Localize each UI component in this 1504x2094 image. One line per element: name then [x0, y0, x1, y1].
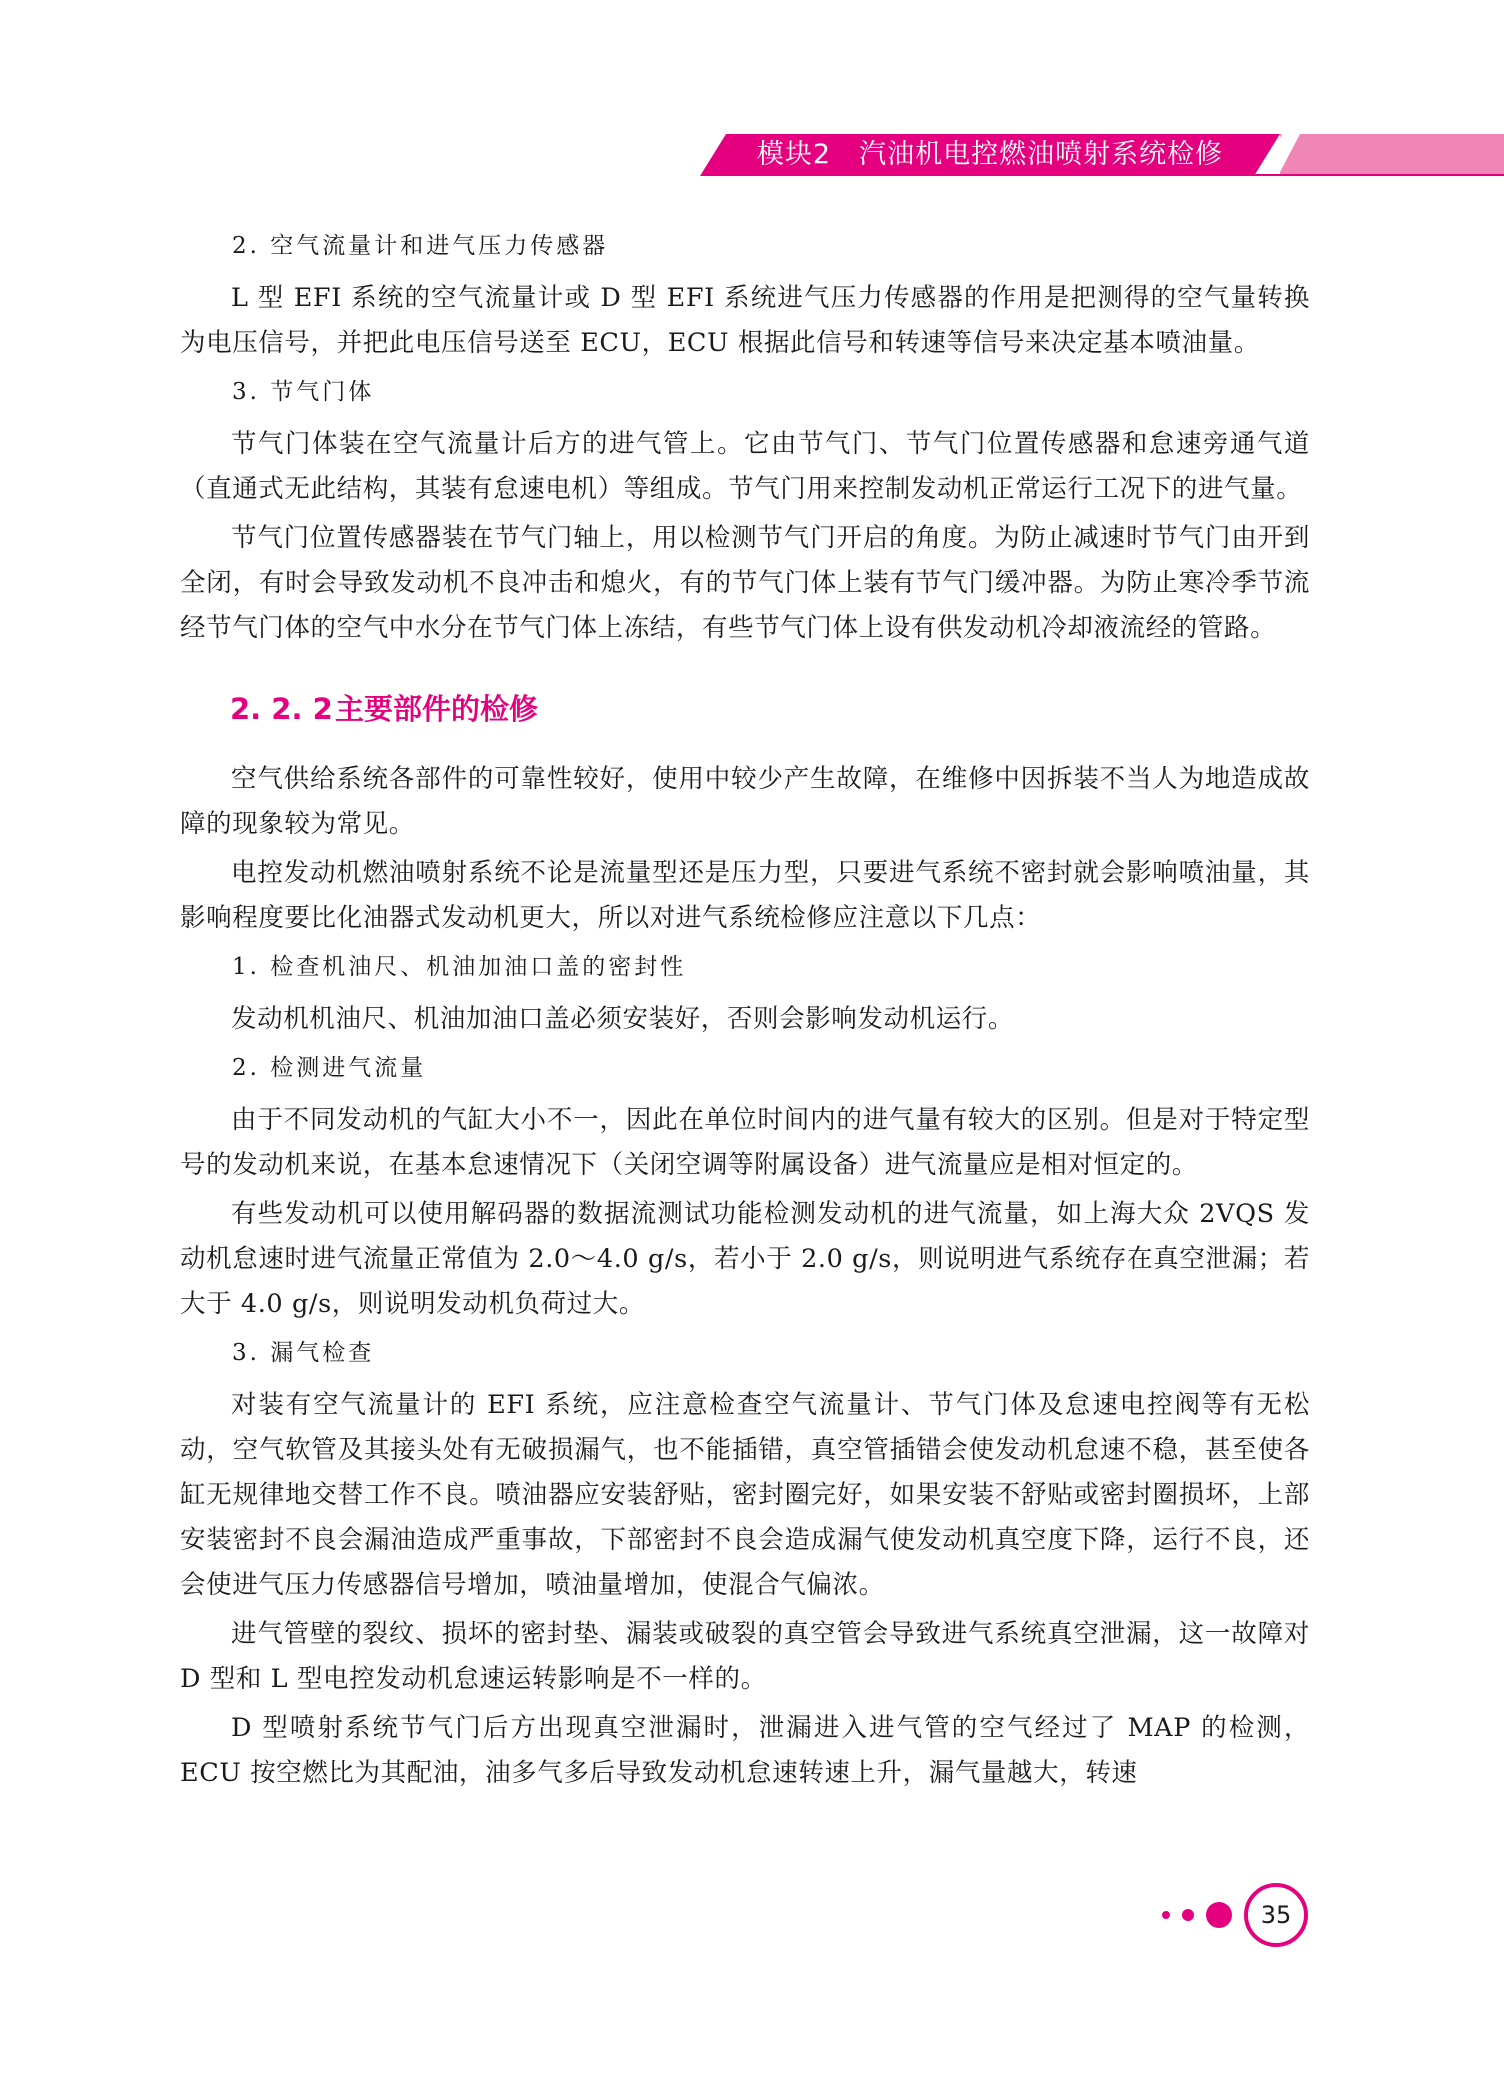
page-number: 35	[1244, 1883, 1308, 1947]
section-number: 2. 2. 2	[230, 692, 333, 726]
paragraph-throttle-body-1: 节气门体装在空气流量计后方的进气管上。它由节气门、节气门位置传感器和怠速旁通气道（直通式无此结构，其装有怠速电机）等组成。节气门用来控制发动机正常运行工况下的进气量。	[180, 429, 1310, 504]
section-heading	[230, 687, 1310, 731]
subheading-dipstick-seal: 1. 检查机油尺、机油加油口盖的密封性	[232, 954, 687, 980]
section-title: 主要部件的检修	[335, 692, 539, 726]
paragraph-throttle-body-2: 节气门位置传感器装在节气门轴上，用以检测节气门开启的角度。为防止减速时节气门由开到全闭，有时会导致发动机不良冲击和熄火，有的节气门体上装有节气门缓冲器。为防止寒冷季节流经节气门体的空气中水分在节气门体上冻结，有些节气门体上设有供发动机冷却液流经的管路。	[180, 523, 1310, 643]
paragraph-intake-flow-2: 有些发动机可以使用解码器的数据流测试功能检测发动机的进气流量，如上海大众 2VQS 发动机怠速时进气流量正常值为 2.0～4.0 g/s，若小于 2.0 g/s，则说明进气系统存在真空泄漏；若大于 4.0 g/s，则说明发动机负荷过大。	[180, 1199, 1310, 1319]
paragraph-leak-check-1: 对装有空气流量计的 EFI 系统，应注意检查空气流量计、节气门体及怠速电控阀等有无松动，空气软管及其接头处有无破损漏气，也不能插错，真空管插错会使发动机怠速不稳，甚至使各缸无规律地交替工作不良。喷油器应安装舒贴，密封圈完好，如果安装不舒贴或密封圈损坏，上部安装密封不良会漏油造成严重事故，下部密封不良会造成漏气使发动机真空度下降，运行不良，还会使进气压力传感器信号增加，喷油量增加，使混合气偏浓。	[180, 1390, 1310, 1600]
chapter-title: 模块2 汽油机电控燃油喷射系统检修	[756, 139, 1224, 170]
paragraph-intake-flow-1: 由于不同发动机的气缸大小不一，因此在单位时间内的进气量有较大的区别。但是对于特定型号的发动机来说，在基本怠速情况下（关闭空调等附属设备）进气流量应是相对恒定的。	[180, 1105, 1310, 1180]
subheading-intake-flow: 2. 检测进气流量	[232, 1055, 427, 1081]
paragraph-leak-check-2: 进气管壁的裂纹、损坏的密封垫、漏装或破裂的真空管会导致进气系统真空泄漏，这一故障对 D 型和 L 型电控发动机怠速运转影响是不一样的。	[180, 1619, 1310, 1694]
subheading-leak-check: 3. 漏气检查	[232, 1340, 375, 1366]
subheading-throttle-body: 3. 节气门体	[232, 379, 375, 405]
paragraph-intro-1: 空气供给系统各部件的可靠性较好，使用中较少产生故障，在维修中因拆装不当人为地造成故障的现象较为常见。	[180, 764, 1310, 839]
paragraph-air-flow-meter: L 型 EFI 系统的空气流量计或 D 型 EFI 系统进气压力传感器的作用是把测得的空气量转换为电压信号，并把此电压信号送至 ECU，ECU 根据此信号和转速等信号来决定基本喷油量。	[180, 283, 1310, 358]
decor-dot-medium	[1182, 1909, 1194, 1921]
header-light-band	[1280, 134, 1504, 176]
page-number-badge	[1160, 1882, 1330, 1946]
paragraph-dipstick-seal: 发动机机油尺、机油加油口盖必须安装好，否则会影响发动机运行。	[231, 1004, 1015, 1034]
subheading-air-flow-meter: 2. 空气流量计和进气压力传感器	[232, 233, 609, 259]
paragraph-leak-check-3: D 型喷射系统节气门后方出现真空泄漏时，泄漏进入进气管的空气经过了 MAP 的检测，ECU 按空燃比为其配油，油多气多后导致发动机怠速转速上升，漏气量越大，转速	[180, 1713, 1310, 1788]
chapter-header-banner	[700, 134, 1504, 176]
paragraph-intro-2: 电控发动机燃油喷射系统不论是流量型还是压力型，只要进气系统不密封就会影响喷油量，其影响程度要比化油器式发动机更大，所以对进气系统检修应注意以下几点：	[180, 858, 1310, 933]
decor-dot-large	[1206, 1902, 1232, 1928]
page-body	[180, 220, 1310, 1800]
decor-dot-small	[1162, 1911, 1170, 1919]
